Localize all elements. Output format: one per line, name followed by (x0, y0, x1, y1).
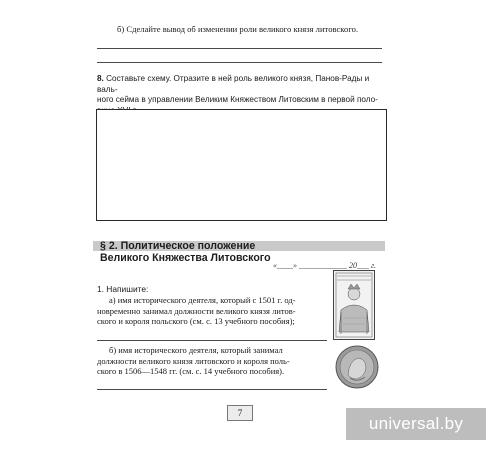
scheme-answer-box[interactable] (96, 109, 387, 221)
task-1-b-line3: ского в 1506—1548 гг. (см. с. 14 учебного пособия). (97, 366, 285, 377)
task-1-b-line2: должности великого князя литовского и короля поль- (97, 355, 290, 366)
task-1-label (97, 284, 148, 294)
answer-line[interactable] (97, 389, 327, 390)
section-title-line1: Политическое положение (120, 240, 256, 252)
task-1-a (97, 295, 329, 327)
task-8-line1: Составьте схему. Отразите в ней роль великого князя, Панов-Рады и валь- (97, 74, 370, 94)
answer-line[interactable] (97, 62, 382, 63)
task-8-line2: ного сейма в управлении Великим Княжеством Литовским в первой поло- (97, 95, 378, 105)
section-title-line2: Великого Княжества Литовского (100, 252, 271, 264)
portrait-engraving-image (333, 270, 375, 340)
task-1-label-text: 1. Напишите: (97, 284, 149, 294)
answer-line[interactable] (97, 48, 382, 49)
task-1-a-line3: ского и короля польского (см. с. 13 учебного пособия); (97, 316, 295, 327)
date-field[interactable]: «____» ____________ 20___ г. (273, 261, 377, 270)
task-1-a-line1: а) имя исторического деятеля, который с 1501 г. од- (109, 295, 296, 305)
task-number: 8. (97, 74, 104, 83)
task-1-b-line1: б) имя исторического деятеля, который занимал (109, 345, 283, 355)
page-number: 7 (227, 405, 253, 421)
task-1-b (97, 345, 329, 377)
task-b-conclusion: б) Сделайте вывод об изменении роли великого князя литовского. (117, 24, 359, 34)
section-symbol: § 2. (100, 240, 118, 252)
answer-line[interactable] (97, 340, 327, 341)
task-1-a-line2: новременно занимал должности великого князя литов- (97, 305, 296, 316)
site-watermark: universal.by (346, 408, 486, 440)
medal-portrait-image (335, 345, 379, 389)
section-title (100, 240, 271, 264)
